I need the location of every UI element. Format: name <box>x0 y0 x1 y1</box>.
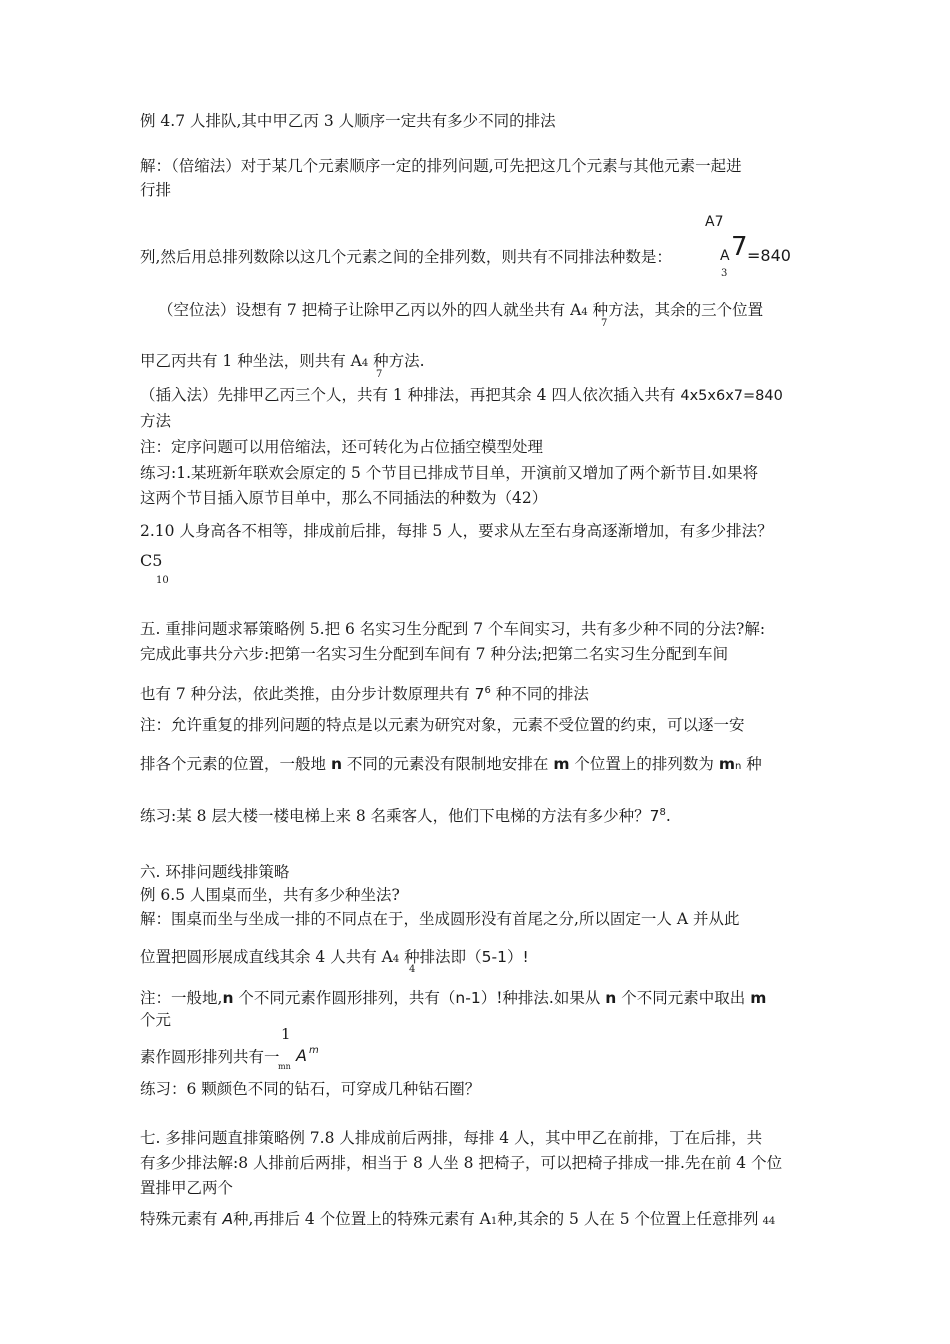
text: 特殊元素有 <box>140 1210 223 1228</box>
text: 练习:某 8 层大楼一楼电梯上来 8 名乘客人，他们下电梯的方法有多少种？ <box>140 807 650 826</box>
fraction-denominator: mn <box>278 1062 291 1071</box>
fraction-bar: 一 <box>264 1048 280 1066</box>
note-3-line-2: 个元 <box>140 1011 172 1029</box>
exercise-1-line-1: 练习:1.某班新年联欢会原定的 5 个节目已排成节目单，开演前又增加了两个新节目.如果将 <box>140 464 759 482</box>
perm-sub: 1 <box>490 1216 498 1227</box>
var-n-sub: n <box>735 761 742 772</box>
perm-sub: 7 <box>601 318 608 329</box>
var-n: n <box>605 989 617 1007</box>
expr: n-1 <box>455 989 481 1007</box>
perm-a: A <box>222 1210 234 1228</box>
exercise-1-line-2: 这两个节目插入原节目单中，那么不同插法的种数为（42） <box>140 489 548 507</box>
text: ）!种排法.如果从 <box>480 989 606 1007</box>
perm-a: A <box>479 1210 491 1228</box>
perm-a: A <box>381 948 393 966</box>
product: 4x5x6x7=840 <box>680 388 783 404</box>
empty-seat-method <box>158 299 763 324</box>
factorial: （5-1）! <box>466 948 529 966</box>
section-6-title: 六. 环排问题线排策略 <box>140 863 290 881</box>
text: 素作圆形排列共有 <box>140 1048 265 1066</box>
var-m: m <box>553 755 570 773</box>
var-m: m <box>750 989 767 1007</box>
text: 种排法即 <box>399 948 467 966</box>
text: 个不同元素中取出 <box>616 989 751 1007</box>
solution-line-1: 解：（倍缩法）对于某几个元素顺序一定的排列问题,可先把这几个元素与其他元素一起进 <box>140 157 742 175</box>
perm-index: 44 <box>762 1216 776 1227</box>
section-6-solution-1: 解：围桌而坐与坐成一排的不同点在于，坐成圆形没有首尾之分,所以固定一人 A 并从此 <box>140 910 740 928</box>
insertion-method <box>140 384 783 407</box>
arrangement-a: A <box>296 1046 307 1065</box>
text: 个位置上的排列数为 <box>569 755 719 773</box>
exercise-elevator <box>140 802 671 827</box>
perm-a: A <box>570 301 582 319</box>
note-2-line-1: 注：允许重复的排列问题的特点是以元素为研究对象，元素不受位置的约束，可以逐一安 <box>140 716 745 734</box>
text: 个不同元素作圆形排列，共有（ <box>233 989 456 1007</box>
section-7-line-1: 七. 多排问题直排策略例 7.8 人排成前后两排，每排 4 人，其中甲乙在前排，丁在后排，共 <box>140 1129 763 1147</box>
note-1: 注：定序问题可以用倍缩法，还可转化为占位插空模型处理 <box>140 438 544 456</box>
text: 排各个元素的位置，一般地 <box>140 755 331 773</box>
section-7-line-3: 置排甲乙两个 <box>140 1179 234 1197</box>
section-5-line-3 <box>140 680 589 705</box>
text: 种,其余的 5 人在 5 个位置上任意排列 <box>497 1210 759 1228</box>
exercise-diamond: 练习：6 颗颜色不同的钻石，可穿成几种钻石圈？ <box>140 1080 481 1098</box>
perm-a: A <box>350 352 362 370</box>
perm-sub: 7 <box>376 369 383 380</box>
note-2-line-2 <box>140 753 762 778</box>
text: 位置把圆形展成直线其余 4 人共有 <box>140 948 382 966</box>
perm-sub: 4 <box>409 964 416 975</box>
fraction-numerator: 1 <box>281 1025 291 1043</box>
var-n: n <box>222 989 234 1007</box>
text: （插入法）先排甲乙丙三个人，共有 1 种排法，再把其余 4 四人依次插入共有 <box>140 386 681 404</box>
section-5-line-1: 五. 重排问题求幂策略例 5.把 6 名实习生分配到 7 个车间实习，共有多少种不同的分法?解: <box>140 620 766 638</box>
exercise-2: 2.10 人身高各不相等，排成前后排，每排 5 人，要求从左至右身高逐渐增加，有多少排法？ <box>140 522 773 540</box>
combination-c: C5 <box>140 551 163 570</box>
note-3-line-1 <box>140 987 766 1009</box>
note-3-line-3 <box>140 1046 280 1068</box>
section-6-solution-2 <box>140 946 529 971</box>
arrangement-sup: m <box>309 1045 319 1056</box>
formula-numerator: A7 <box>705 214 724 230</box>
exponent: 6 <box>484 685 491 696</box>
var-n: n <box>330 755 342 773</box>
section-5-line-2: 完成此事共分六步:把第一名实习生分配到车间有 7 种分法;把第二名实习生分配到车间 <box>140 645 729 663</box>
text: 种不同的排法 <box>490 685 589 704</box>
formula-a: A <box>720 248 730 264</box>
formula-result: =840 <box>747 246 791 265</box>
section-7-line-4 <box>140 1208 775 1233</box>
text: 甲乙丙共有 1 种坐法，则共有 <box>140 352 351 370</box>
solution-line-2: 行排 <box>140 181 172 199</box>
combination-sub: 10 <box>156 575 169 586</box>
formula-subscript: 3 <box>721 268 728 279</box>
solution-text: 列,然后用总排列数除以这几个元素之间的全排列数，则共有不同排法种数是： <box>140 248 672 266</box>
insertion-method-2: 方法 <box>140 412 172 430</box>
text: 不同的元素没有限制地安排在 <box>341 755 554 773</box>
perm-sup: 4 <box>581 307 588 318</box>
example-4-question: 例 4.7 人排队,其中甲乙丙 3 人顺序一定共有多少不同的排法 <box>140 112 556 130</box>
base: 7 <box>649 807 660 826</box>
solution-line-3 <box>140 246 672 268</box>
exponent: 8 <box>659 807 666 818</box>
text: 种 <box>741 755 762 773</box>
text: 注：一般地, <box>140 989 223 1007</box>
section-7-line-2: 有多少排法解:8 人排前后两排，相当于 8 人坐 8 把椅子，可以把椅子排成一排.先在前 4 个位 <box>140 1154 783 1172</box>
formula-big-seven: 7 <box>731 232 748 262</box>
text: （空位法）设想有 7 把椅子让除甲乙丙以外的四人就坐共有 <box>158 301 571 319</box>
var-m: m <box>718 755 736 773</box>
text: . <box>665 807 671 826</box>
text: 种,再排后 4 个位置上的特殊元素有 <box>233 1210 480 1228</box>
text: 种方法，其余的三个位置 <box>587 301 764 319</box>
example-6: 例 6.5 人围桌而坐，共有多少种坐法? <box>140 886 400 904</box>
text: 也有 7 种分法，依此类推，由分步计数原理共有 <box>140 685 475 704</box>
perm-sup: 4 <box>392 954 400 965</box>
perm-sup: 4 <box>361 358 369 369</box>
text: 种方法. <box>368 352 425 370</box>
base: 7 <box>474 685 485 704</box>
